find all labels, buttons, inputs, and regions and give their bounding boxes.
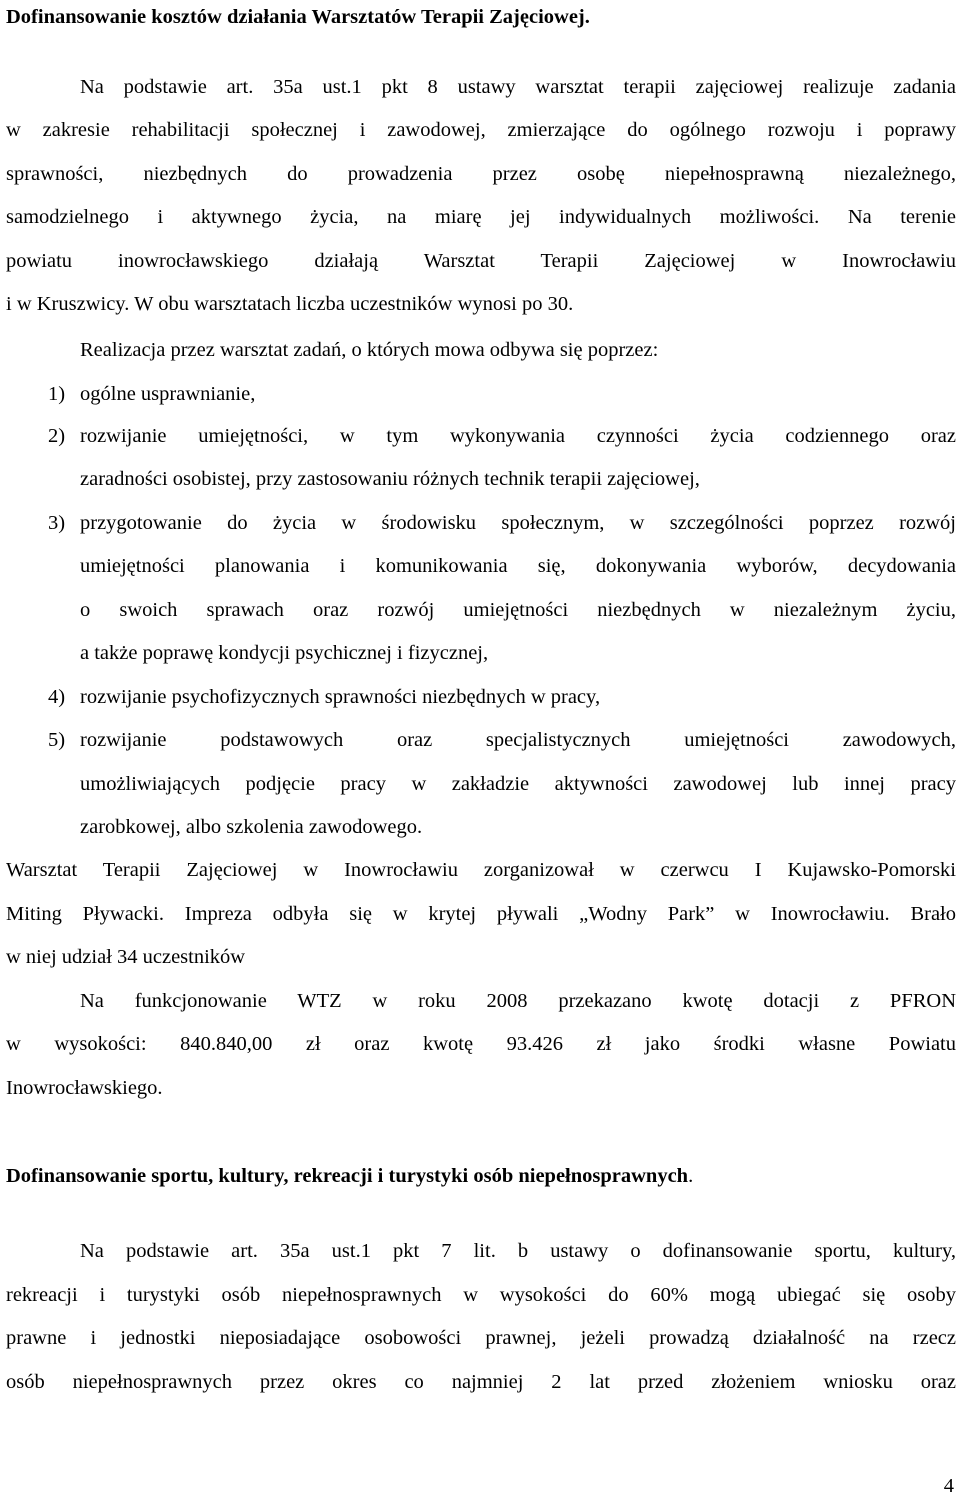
list-item-line: ogólne usprawnianie,: [80, 383, 256, 405]
paragraph-line: rekreacji i turystyki osób niepełnosprawnych w wysokości do 60% mogą ubiegać się osoby: [6, 1284, 956, 1306]
list-item-line: rozwijanie umiejętności, w tym wykonywania czynności życia codziennego oraz: [80, 425, 956, 447]
paragraph-line: Inowrocławskiego.: [6, 1077, 163, 1099]
paragraph-line: Na funkcjonowanie WTZ w roku 2008 przekazano kwotę dotacji z PFRON: [80, 990, 956, 1012]
section-heading-sport-period: .: [688, 1165, 694, 1187]
list-number: 3): [48, 512, 66, 534]
paragraph-line: sprawności, niezbędnych do prowadzenia przez osobę niepełnosprawną niezależnego,: [6, 163, 956, 185]
list-number: 2): [48, 425, 66, 447]
paragraph-line: w wysokości: 840.840,00 zł oraz kwotę 93.426 zł jako środki własne Powiatu: [6, 1033, 956, 1055]
list-item-line: rozwijanie podstawowych oraz specjalistycznych umiejętności zawodowych,: [80, 729, 956, 751]
paragraph-line: Warsztat Terapii Zajęciowej w Inowrocławiu zorganizował w czerwcu I Kujawsko-Pomorski: [6, 859, 956, 881]
page-number: 4: [943, 1475, 954, 1497]
paragraph-line: Na podstawie art. 35a ust.1 pkt 8 ustawy warsztat terapii zajęciowej realizuje zadania: [80, 76, 956, 98]
paragraph-line: Miting Pływacki. Impreza odbyła się w krytej pływali „Wodny Park” w Inowrocławiu. Brało: [6, 903, 956, 925]
list-item-line: rozwijanie psychofizycznych sprawności niezbędnych w pracy,: [80, 686, 601, 708]
list-item-line: zarobkowej, albo szkolenia zawodowego.: [80, 816, 423, 838]
list-item-line: umożliwiających podjęcie pracy w zakładzie aktywności zawodowej lub innej pracy: [80, 773, 956, 795]
section-heading-sport-text: Dofinansowanie sportu, kultury, rekreacji i turystyki osób niepełnosprawnych: [6, 1165, 689, 1187]
list-item-line: o swoich sprawach oraz rozwój umiejętności niezbędnych w niezależnym życiu,: [80, 599, 956, 621]
list-item-line: a także poprawę kondycji psychicznej i fizycznej,: [80, 642, 489, 664]
section-heading-sport: [6, 1162, 956, 1190]
paragraph-line: prawne i jednostki nieposiadające osobowości prawnej, jeżeli prowadzą działalność na rzecz: [6, 1327, 956, 1349]
list-item-line: zaradności osobistej, przy zastosowaniu różnych technik terapii zajęciowej,: [80, 468, 700, 490]
list-number: 5): [48, 729, 66, 751]
section-heading-wtz: Dofinansowanie kosztów działania Warsztatów Terapii Zajęciowej.: [6, 6, 590, 28]
list-number: 4): [48, 686, 66, 708]
paragraph-line: osób niepełnosprawnych przez okres co najmniej 2 lat przed złożeniem wniosku oraz: [6, 1371, 956, 1393]
paragraph-line: Na podstawie art. 35a ust.1 pkt 7 lit. b ustawy o dofinansowanie sportu, kultury,: [80, 1240, 956, 1262]
paragraph-line: w niej udział 34 uczestników: [6, 946, 246, 968]
list-item-line: przygotowanie do życia w środowisku społecznym, w szczególności poprzez rozwój: [80, 512, 956, 534]
paragraph-line: w zakresie rehabilitacji społecznej i zawodowej, zmierzające do ogólnego rozwoju i poprawy: [6, 119, 956, 141]
list-intro: Realizacja przez warsztat zadań, o których mowa odbywa się poprzez:: [80, 339, 659, 361]
paragraph-line: powiatu inowrocławskiego działają Warsztat Terapii Zajęciowej w Inowrocławiu: [6, 250, 956, 272]
paragraph-line: i w Kruszwicy. W obu warsztatach liczba uczestników wynosi po 30.: [6, 293, 574, 315]
list-number: 1): [48, 383, 66, 405]
document-page: [6, 0, 956, 1509]
list-item-line: umiejętności planowania i komunikowania się, dokonywania wyborów, decydowania: [80, 555, 956, 577]
paragraph-line: samodzielnego i aktywnego życia, na miarę jej indywidualnych możliwości. Na terenie: [6, 206, 956, 228]
